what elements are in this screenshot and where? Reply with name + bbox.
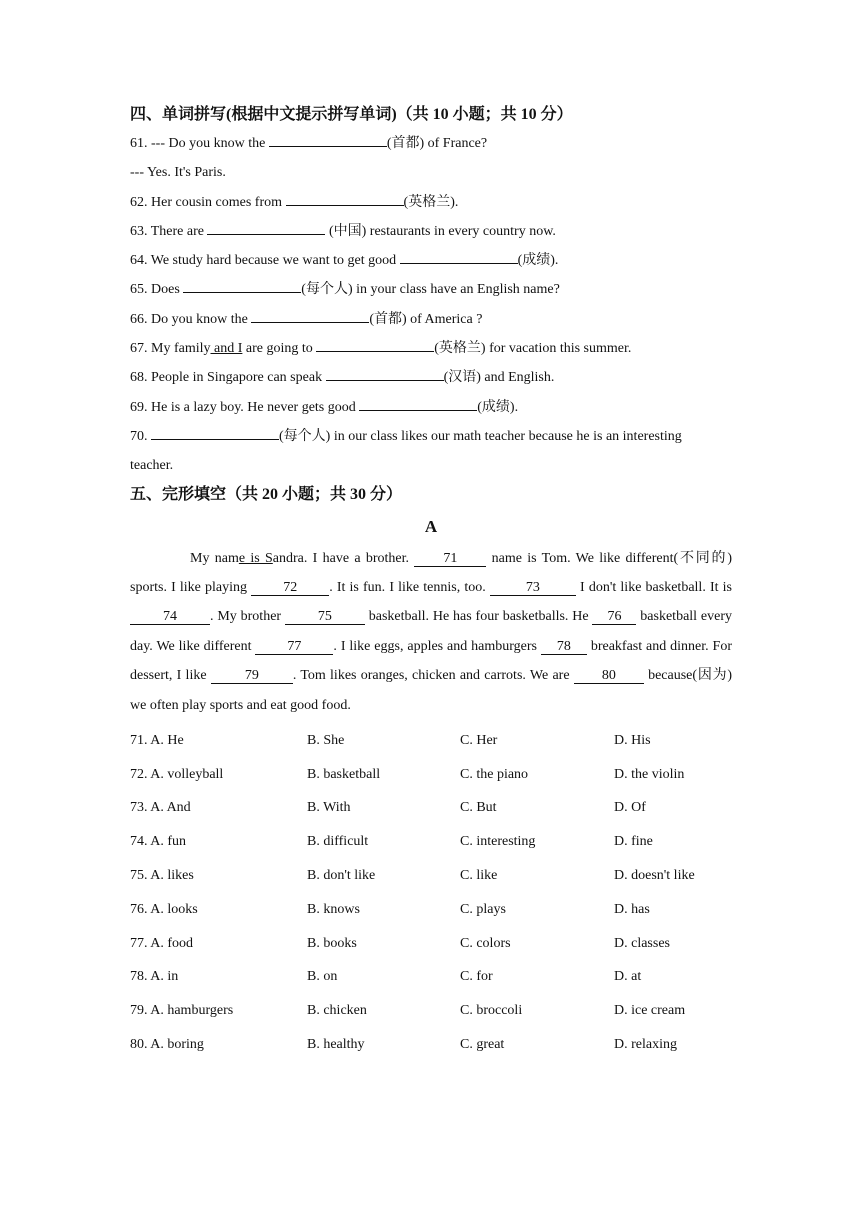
option-80-b[interactable]: B. healthy: [307, 1037, 365, 1053]
question-69: 69. He is a lazy boy. He never gets good (成绩).: [130, 393, 732, 422]
question-62: 62. Her cousin comes from (英格兰).: [130, 188, 732, 217]
question-63: 63. There are (中国) restaurants in every country now.: [130, 217, 732, 246]
question-68: 68. People in Singapore can speak (汉语) and English.: [130, 363, 732, 392]
option-77-b[interactable]: B. books: [307, 935, 357, 951]
cloze-passage: My name is Sandra. I have a brother. 71 name is Tom. We like different(不同的) sports. I like playing 72 . It is fun. I like tennis, too. 73 I don't like basketball. It is 74 . My brother 75 basketball. He has four basketballs. He 76 basketball every day. We like different 77 . I like eggs, apples and hamburgers 78 breakfast and dinner. For dessert, I like 79 . Tom likes oranges, chicken and carrots. We are 80 because(因为) we often play sports and eat good food.: [130, 550, 732, 713]
answer-blank-62[interactable]: [286, 191, 404, 206]
option-74-d[interactable]: D. fine: [614, 834, 653, 850]
answer-blank-63[interactable]: [207, 220, 325, 235]
option-75-d[interactable]: D. doesn't like: [614, 868, 695, 884]
option-80-c[interactable]: C. great: [460, 1037, 505, 1053]
option-74-c[interactable]: C. interesting: [460, 834, 536, 850]
option-row-74: [130, 825, 732, 859]
option-77-c[interactable]: C. colors: [460, 935, 511, 951]
option-72-b[interactable]: B. basketball: [307, 766, 381, 782]
option-74-b[interactable]: B. difficult: [307, 834, 369, 850]
option-row-73: [130, 792, 732, 826]
option-row-75: [130, 859, 732, 893]
option-row-78: [130, 961, 732, 995]
cloze-blank-73[interactable]: 73: [490, 581, 576, 596]
option-row-80: [130, 1028, 732, 1062]
option-73-c[interactable]: C. But: [460, 800, 497, 816]
option-76-b[interactable]: B. knows: [307, 901, 360, 917]
answer-blank-70[interactable]: [151, 425, 279, 440]
question-67: 67. My family and I are going to (英格兰) for vacation this summer.: [130, 334, 732, 363]
question-66: 66. Do you know the (首都) of America ?: [130, 305, 732, 334]
option-75-a[interactable]: 75. A. likes: [130, 868, 194, 884]
cloze-blank-75[interactable]: 75: [285, 610, 365, 625]
option-78-d[interactable]: D. at: [614, 969, 642, 985]
option-75-c[interactable]: C. like: [460, 868, 498, 884]
question-70-continued: teacher.: [130, 458, 174, 474]
answer-blank-69[interactable]: [359, 396, 477, 411]
question-65: 65. Does (每个人) in your class have an English name?: [130, 275, 732, 304]
cloze-blank-71[interactable]: 71: [414, 552, 486, 567]
option-78-c[interactable]: C. for: [460, 969, 493, 985]
option-77-d[interactable]: D. classes: [614, 935, 670, 951]
option-72-c[interactable]: C. the piano: [460, 766, 529, 782]
answer-line-61: --- Yes. It's Paris.: [130, 165, 226, 181]
option-76-a[interactable]: 76. A. looks: [130, 901, 198, 917]
option-row-76: [130, 893, 732, 927]
spelling-list: [130, 129, 732, 481]
option-71-b[interactable]: B. She: [307, 732, 345, 748]
option-77-a[interactable]: 77. A. food: [130, 935, 193, 951]
cloze-blank-74[interactable]: 74: [130, 610, 210, 625]
option-71-c[interactable]: C. Her: [460, 732, 498, 748]
cloze-blank-72[interactable]: 72: [251, 581, 329, 596]
cloze-blank-78[interactable]: 78: [541, 640, 587, 655]
option-73-a[interactable]: 73. A. And: [130, 800, 191, 816]
option-73-b[interactable]: B. With: [307, 800, 351, 816]
passage-title: A: [424, 516, 438, 536]
option-row-79: [130, 994, 732, 1028]
worksheet-page: [130, 104, 732, 1062]
option-72-d[interactable]: D. the violin: [614, 766, 685, 782]
option-76-d[interactable]: D. has: [614, 901, 650, 917]
cloze-blank-79[interactable]: 79: [211, 669, 293, 684]
cloze-blank-76[interactable]: 76: [592, 610, 636, 625]
option-80-a[interactable]: 80. A. boring: [130, 1037, 204, 1053]
option-76-c[interactable]: C. plays: [460, 901, 506, 917]
answer-blank-68[interactable]: [326, 366, 444, 381]
answer-blank-66[interactable]: [251, 308, 369, 323]
cloze-blank-77[interactable]: 77: [255, 640, 333, 655]
option-80-d[interactable]: D. relaxing: [614, 1037, 677, 1053]
options-table: [130, 724, 732, 1062]
section4-heading: 四、单词拼写(根据中文提示拼写单词)（共 10 小题；共 10 分）: [130, 106, 573, 123]
option-79-b[interactable]: B. chicken: [307, 1003, 367, 1019]
option-79-d[interactable]: D. ice cream: [614, 1003, 686, 1019]
answer-blank-64[interactable]: [400, 249, 518, 264]
option-row-77: [130, 927, 732, 961]
option-73-d[interactable]: D. Of: [614, 800, 646, 816]
answer-blank-61[interactable]: [269, 132, 387, 147]
option-71-a[interactable]: 71. A. He: [130, 732, 184, 748]
cloze-blank-80[interactable]: 80: [574, 669, 644, 684]
option-78-a[interactable]: 78. A. in: [130, 969, 179, 985]
option-75-b[interactable]: B. don't like: [307, 868, 376, 884]
option-79-a[interactable]: 79. A. hamburgers: [130, 1003, 234, 1019]
question-70: 70. (每个人) in our class likes our math teacher because he is an interesting: [130, 422, 732, 451]
section5-heading: 五、完形填空（共 20 小题；共 30 分）: [130, 485, 403, 503]
answer-blank-65[interactable]: [183, 278, 301, 293]
option-row-72: [130, 758, 732, 792]
option-72-a[interactable]: 72. A. volleyball: [130, 766, 224, 782]
option-74-a[interactable]: 74. A. fun: [130, 834, 186, 850]
option-78-b[interactable]: B. on: [307, 969, 338, 985]
answer-blank-67[interactable]: [316, 337, 434, 352]
question-64: 64. We study hard because we want to get good (成绩).: [130, 246, 732, 275]
option-71-d[interactable]: D. His: [614, 732, 651, 748]
option-79-c[interactable]: C. broccoli: [460, 1003, 523, 1019]
option-row-71: [130, 724, 732, 758]
question-61: 61. --- Do you know the (首都) of France?: [130, 129, 732, 158]
